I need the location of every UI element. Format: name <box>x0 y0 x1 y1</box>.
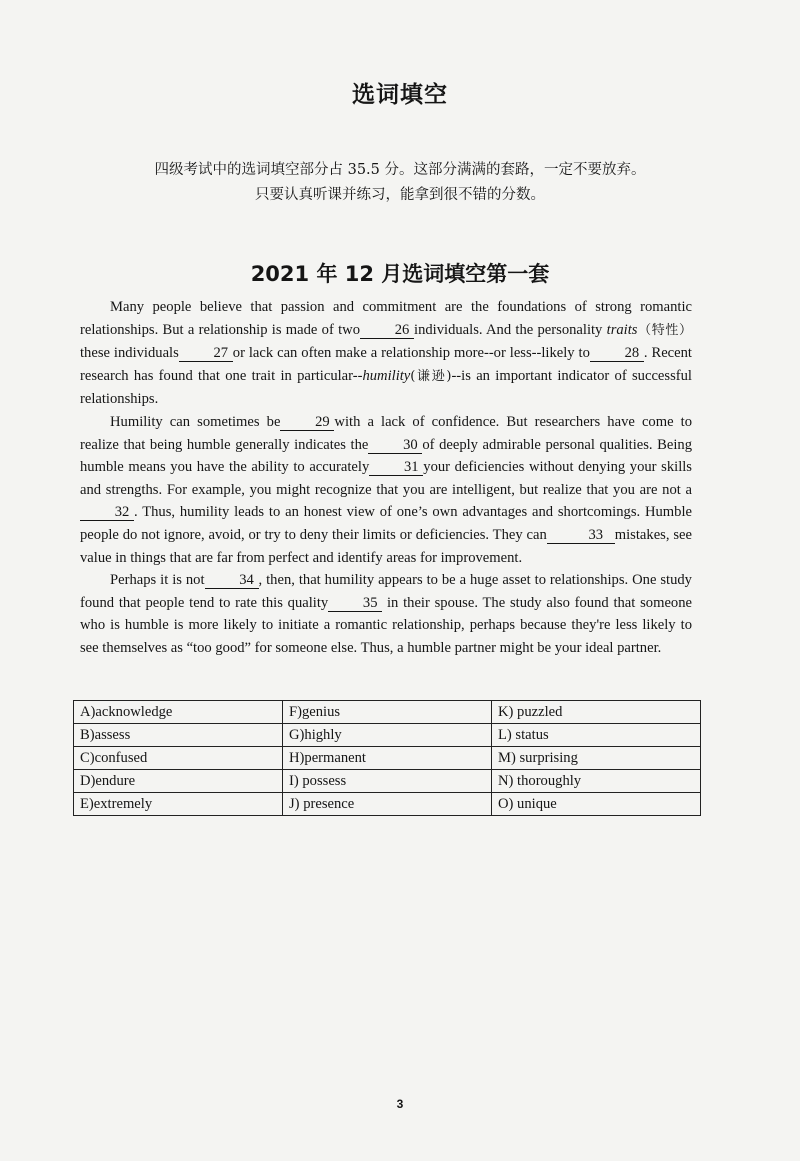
table-row <box>74 793 701 816</box>
intro-line-2: 只要认真听课并练习，能拿到很不错的分数。 <box>255 187 545 203</box>
blank-31: 31 <box>369 459 423 476</box>
paragraph-3 <box>80 569 692 659</box>
word-option: J) presence <box>283 793 492 816</box>
passage-text: Many people believe that passion and commitment are the foundations of strong romantic relationships. But a relationship is made of two <box>80 299 692 338</box>
blank-33: 33 <box>547 527 615 544</box>
intro-line-1: 四级考试中的选词填空部分占 35.5 分。这部分满满的套路，一定不要放弃。 <box>154 162 646 178</box>
passage-text: Perhaps it is not <box>110 572 205 589</box>
passage-text: individuals. And the personality <box>414 321 607 338</box>
passage-text: Humility can sometimes be <box>110 413 281 430</box>
passage-text: your deficiencies without denying your skills and strengths. For example, you might recognize that you are intelligent, but realize that you are not a <box>80 459 692 498</box>
passage-text: , then, that humility appears to be a huge asset to relationships. One study found that people tend to rate this quality <box>80 572 692 611</box>
passage-text: these individuals <box>80 345 179 362</box>
table-row <box>74 747 701 770</box>
table-row <box>74 770 701 793</box>
table-row <box>74 701 701 724</box>
word-option: D)endure <box>74 770 283 793</box>
word-option: K) puzzled <box>492 701 701 724</box>
intro-note <box>60 158 740 208</box>
paragraph-2 <box>80 411 692 569</box>
passage-text: or lack can often make a relationship more--or less--likely to <box>232 345 590 362</box>
passage-text: . Thus, humility leads to an honest view of one’s own advantages and shortcomings. Humble people do not ignore, avoid, or try to deny their limits or deficiencies. They can <box>80 504 692 543</box>
passage-term: traits <box>606 321 638 338</box>
blank-32: 32 <box>80 504 134 521</box>
word-bank-table <box>73 700 701 816</box>
blank-27: 27 <box>179 345 233 362</box>
passage-text: in their spouse. The study also found that someone who is humble is more likely to initiate a romantic relationship, perhaps because they're less likely to see themselves as “too good” for someone else. Thus, a humble partner might be your ideal partner. <box>80 594 692 656</box>
word-option: A)acknowledge <box>74 701 283 724</box>
passage-text: --is an important indicator of successful relationships. <box>80 367 692 408</box>
passage-text: with a lack of confidence. But researchers have come to realize that being humble generally indicates the <box>80 413 692 453</box>
word-option: C)confused <box>74 747 283 770</box>
passage-term-gloss: (谦逊) <box>410 368 452 384</box>
blank-26: 26 <box>360 322 414 339</box>
word-option: H)permanent <box>283 747 492 770</box>
table-row <box>74 724 701 747</box>
page-title: 选词填空 <box>352 82 448 108</box>
word-option: I) possess <box>283 770 492 793</box>
passage-term: humility <box>362 367 411 384</box>
passage-term-gloss: （特性） <box>637 322 692 338</box>
blank-28: 28 <box>590 345 644 362</box>
word-option: E)extremely <box>74 793 283 816</box>
word-option: G)highly <box>283 724 492 747</box>
paragraph-1 <box>80 296 692 411</box>
reading-passage <box>80 296 692 660</box>
blank-35: 35 <box>328 595 382 612</box>
passage-text: of deeply admirable personal qualities. Being humble means you have the ability to accurately <box>80 436 692 476</box>
word-option: F)genius <box>283 701 492 724</box>
blank-34: 34 <box>205 572 259 589</box>
blank-30: 30 <box>368 437 422 454</box>
word-option: N) thoroughly <box>492 770 701 793</box>
word-option: M) surprising <box>492 747 701 770</box>
section-title: 2021 年 12 月选词填空第一套 <box>250 262 550 286</box>
word-option: L) status <box>492 724 701 747</box>
word-option: O) unique <box>492 793 701 816</box>
page-number: 3 <box>396 1097 404 1111</box>
passage-text: mistakes, see value in things that are far from perfect and identify areas for improvement. <box>80 526 692 566</box>
passage-text: . Recent research has found that one trait in particular-- <box>80 345 692 384</box>
word-option: B)assess <box>74 724 283 747</box>
blank-29: 29 <box>280 414 334 431</box>
